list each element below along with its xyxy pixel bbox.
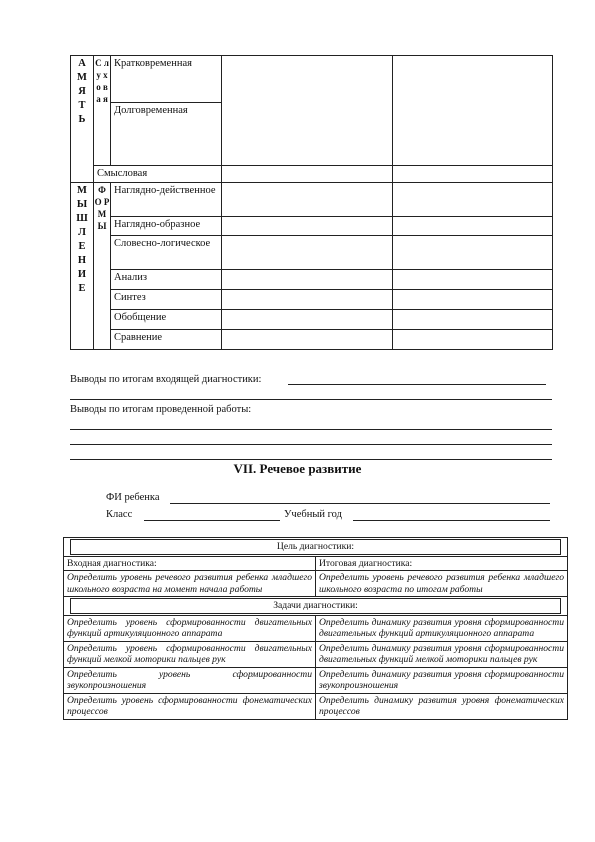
goal-header: Цель диагностики:	[70, 539, 561, 555]
memory-row-label: Смысловая	[94, 166, 222, 183]
thinking-value-cell[interactable]	[222, 217, 393, 236]
task-incoming: Определить уровень сформированности двигательных функций мелкой моторики пальцев рук	[64, 641, 316, 667]
thinking-value-cell[interactable]	[393, 270, 553, 290]
task-final: Определить динамику развития уровня сформированности двигательных функций артикуляционного аппарата	[316, 615, 568, 641]
thinking-value-cell[interactable]	[393, 330, 553, 350]
goal-final: Определить уровень речевого развития ребенка младшего школьного возраста по итогам работы	[316, 571, 568, 597]
thinking-value-cell[interactable]	[222, 236, 393, 270]
thinking-value-cell[interactable]	[222, 310, 393, 330]
work-conclusions-line[interactable]	[70, 447, 552, 460]
thinking-row-label: Обобщение	[111, 310, 222, 330]
memory-value-cell[interactable]	[222, 56, 393, 166]
task-final: Определить динамику развития уровня сформированности звукопроизношения	[316, 667, 568, 693]
diagnostics-table	[63, 537, 568, 720]
memory-value-cell[interactable]	[393, 56, 553, 166]
memory-heading: А М Я Т Ь	[71, 56, 94, 183]
thinking-forms-heading: Ф О Р М Ы	[94, 183, 111, 350]
goal-header-cell	[64, 538, 568, 557]
task-final: Определить динамику развития уровня фонематических процессов	[316, 693, 568, 719]
tasks-header-cell	[64, 597, 568, 616]
work-conclusions-label: Выводы по итогам проведенной работы:	[70, 404, 252, 415]
thinking-value-cell[interactable]	[222, 290, 393, 310]
incoming-header: Входная диагностика:	[64, 556, 316, 571]
task-final: Определить динамику развития уровня сформированности двигательных функций мелкой моторики пальцев рук	[316, 641, 568, 667]
class-label: Класс	[106, 509, 133, 520]
thinking-value-cell[interactable]	[222, 330, 393, 350]
thinking-value-cell[interactable]	[393, 290, 553, 310]
thinking-heading: М Ы Ш Л Е Н И Е	[71, 183, 94, 350]
thinking-row-label: Сравнение	[111, 330, 222, 350]
thinking-row-label: Наглядно-образное	[111, 217, 222, 236]
incoming-conclusions-label: Выводы по итогам входящей диагностики:	[70, 374, 262, 385]
thinking-value-cell[interactable]	[222, 270, 393, 290]
thinking-row-label: Синтез	[111, 290, 222, 310]
memory-types-heading: С л у х о в а я	[94, 56, 111, 166]
tasks-header: Задачи диагностики:	[70, 598, 561, 614]
memory-value-cell[interactable]	[393, 166, 553, 183]
class-field[interactable]	[144, 508, 280, 521]
goal-incoming: Определить уровень речевого развития ребенка младшего школьного возраста на момент начала работы	[64, 571, 316, 597]
thinking-row-label: Наглядно-действенное	[111, 183, 222, 217]
task-incoming: Определить уровень сформированности звукопроизношения	[64, 667, 316, 693]
final-header: Итоговая диагностика:	[316, 556, 568, 571]
work-conclusions-line[interactable]	[70, 417, 552, 430]
child-name-label: ФИ ребенка	[106, 492, 160, 503]
work-conclusions-line[interactable]	[70, 432, 552, 445]
school-year-field[interactable]	[353, 508, 550, 521]
thinking-row-label: Анализ	[111, 270, 222, 290]
incoming-conclusions-line[interactable]	[288, 372, 546, 385]
memory-row-label: Долговременная	[111, 103, 222, 166]
memory-value-cell[interactable]	[222, 166, 393, 183]
task-incoming: Определить уровень сформированности двигательных функций артикуляционного аппарата	[64, 615, 316, 641]
section-title: VII. Речевое развитие	[233, 461, 362, 476]
thinking-value-cell[interactable]	[393, 236, 553, 270]
thinking-value-cell[interactable]	[393, 217, 553, 236]
thinking-value-cell[interactable]	[393, 183, 553, 217]
incoming-conclusions-line[interactable]	[70, 387, 552, 400]
memory-row-label: Кратковременная	[111, 56, 222, 103]
school-year-label: Учебный год	[284, 509, 342, 520]
thinking-value-cell[interactable]	[393, 310, 553, 330]
thinking-value-cell[interactable]	[222, 183, 393, 217]
task-incoming: Определить уровень сформированности фонематических процессов	[64, 693, 316, 719]
child-name-field[interactable]	[170, 491, 550, 504]
memory-thinking-table	[70, 55, 553, 350]
thinking-row-label: Словесно-логическое	[111, 236, 222, 270]
